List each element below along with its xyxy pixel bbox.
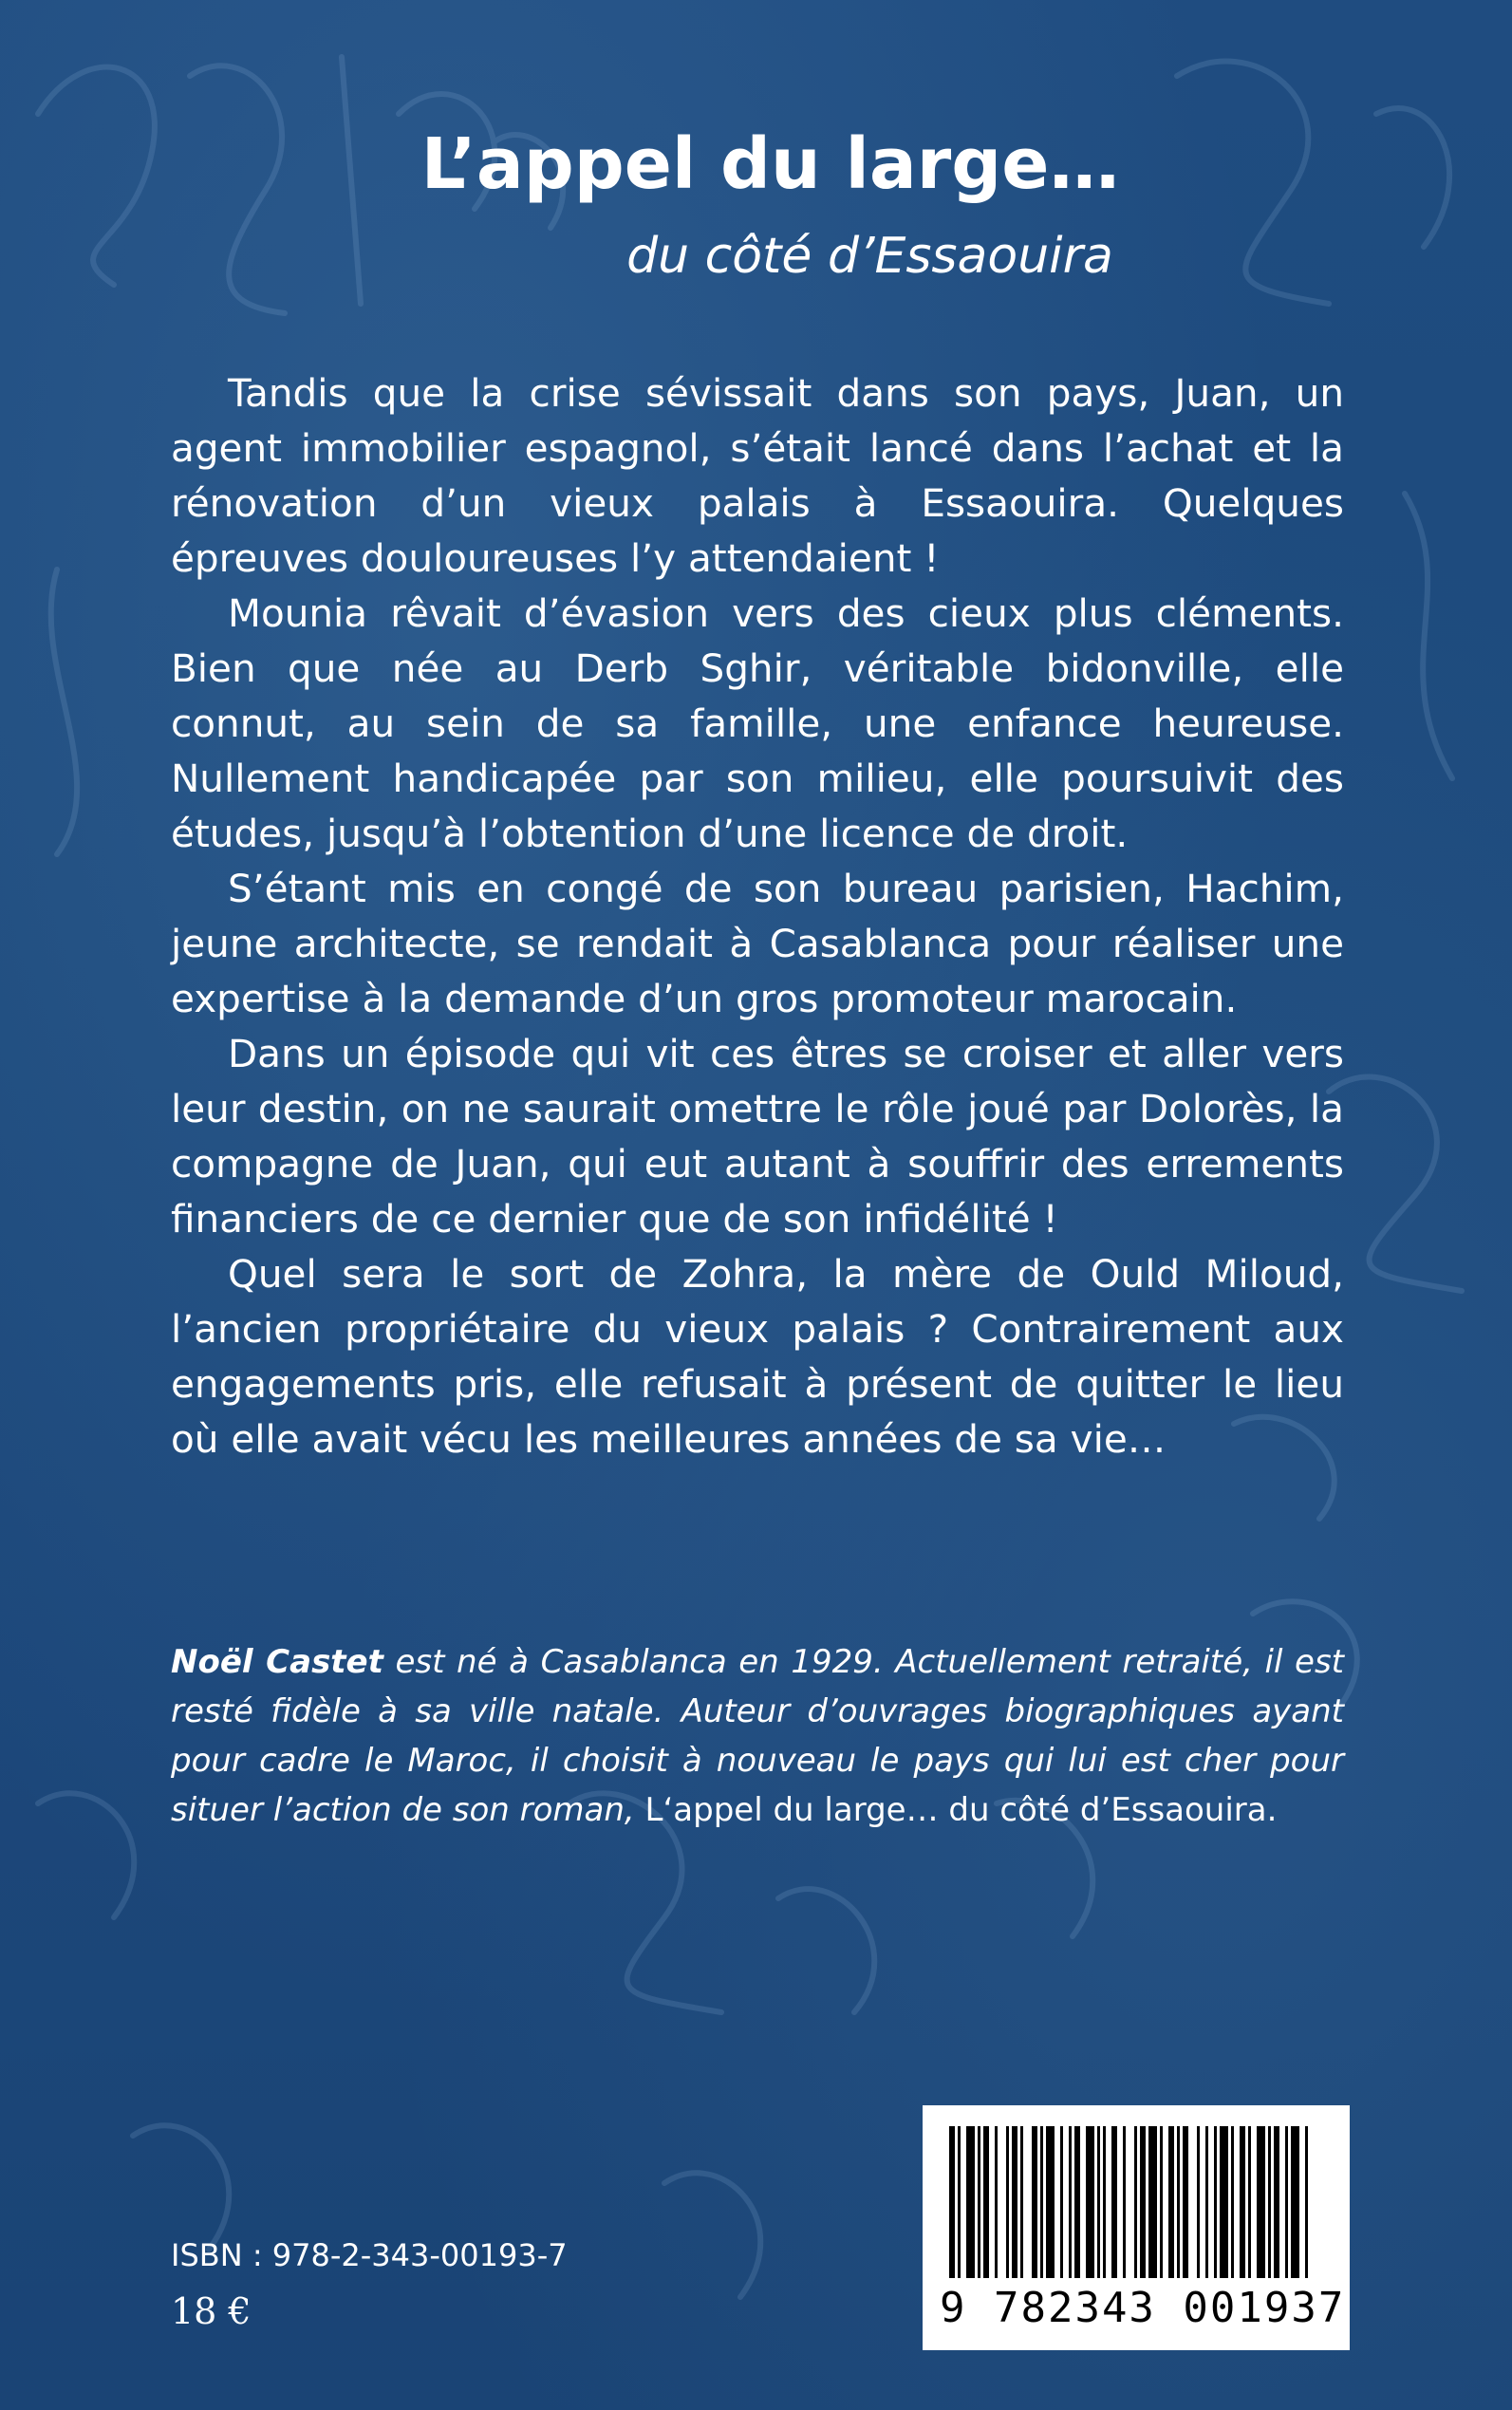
price: 18 € xyxy=(171,2290,252,2332)
barcode-bar xyxy=(1040,2126,1043,2278)
barcode-bar xyxy=(958,2126,961,2278)
barcode-bar xyxy=(1020,2126,1023,2278)
barcode-bars xyxy=(923,2105,1350,2295)
barcode-bar xyxy=(1123,2126,1126,2278)
barcode-bar xyxy=(1140,2126,1146,2278)
barcode-bar xyxy=(1291,2126,1299,2278)
blurb-paragraph-1: Tandis que la crise sévissait dans son pays, Juan, un agent immobilier espagnol, s’était lancé dans l’achat et la rénovation d’un vieux palais à Essaouira. Quelques épreuves douloureuses l’y attendaient ! xyxy=(171,370,1344,581)
barcode-bar xyxy=(1205,2126,1208,2278)
barcode-bar xyxy=(949,2126,955,2278)
barcode-bar xyxy=(1268,2126,1271,2278)
book-subtitle: du côté d’Essaouira xyxy=(626,228,1113,285)
barcode-bar xyxy=(1168,2126,1174,2278)
barcode-bar xyxy=(983,2126,989,2278)
barcode-bar xyxy=(1103,2126,1106,2278)
author-bio xyxy=(171,1637,1344,1835)
barcode-bar xyxy=(1220,2126,1228,2278)
barcode-bar xyxy=(1305,2126,1308,2278)
blurb-paragraph-3: S’étant mis en congé de son bureau parisien, Hachim, jeune architecte, se rendait à Casablanca pour réaliser une expertise à la demande d’un gros promoteur marocain. xyxy=(171,866,1344,1021)
author-name: Noël Castet xyxy=(171,1643,383,1681)
barcode-bar xyxy=(1097,2126,1100,2278)
barcode-digits: 9 782343 001937 xyxy=(940,2284,1346,2332)
blurb-paragraph-2: Mounia rêvait d’évasion vers des cieux plus cléments. Bien que née au Derb Sghir, véritable bidonville, elle connut, au sein de sa famille, une enfance heureuse. Nullement handicapée par son milieu, elle poursuivit des études, jusqu’à l’obtention d’une licence de droit. xyxy=(171,590,1344,856)
barcode-bar xyxy=(1183,2126,1188,2278)
barcode-bar xyxy=(1006,2126,1009,2278)
barcode-bar xyxy=(1086,2126,1094,2278)
barcode-bar xyxy=(1231,2126,1234,2278)
barcode-bar xyxy=(1285,2126,1288,2278)
isbn: ISBN : 978-2-343-00193-7 xyxy=(171,2237,568,2273)
barcode-bar xyxy=(1074,2126,1080,2278)
barcode-bar xyxy=(966,2126,975,2278)
barcode xyxy=(923,2105,1350,2350)
barcode-bar xyxy=(1069,2126,1072,2278)
barcode-bar xyxy=(1240,2126,1245,2278)
barcode-bar xyxy=(1012,2126,1017,2278)
barcode-bar xyxy=(1197,2126,1200,2278)
barcode-bar xyxy=(1060,2126,1063,2278)
blurb-paragraph-4: Dans un épisode qui vit ces êtres se croiser et aller vers leur destin, on ne saurait omettre le rôle joué par Dolorès, la compagne de Juan, qui eut autant à souffrir des errements financiers de ce dernier que de son infidélité ! xyxy=(171,1031,1344,1242)
author-bio-text: est né à Casablanca en 1929. Actuellement retraité, il est resté fidèle à sa ville natale. Auteur d’ouvrages biographiques ayant pour cadre le Maroc, il choisit à nouveau le pays qui lui est cher pour situer l’action de son roman, xyxy=(171,1643,1344,1829)
barcode-bar xyxy=(1160,2126,1163,2278)
barcode-bar xyxy=(1257,2126,1265,2278)
barcode-bar xyxy=(1134,2126,1137,2278)
barcode-bar xyxy=(1148,2126,1157,2278)
barcode-bar xyxy=(1177,2126,1180,2278)
blurb-paragraph-5: Quel sera le sort de Zohra, la mère de Ould Miloud, l’ancien propriétaire du vieux palais ? Contrairement aux engagements pris, elle refusait à présent de quitter le lieu où elle avait vécu les meilleures années de sa vie… xyxy=(171,1251,1344,1462)
book-title: L’appel du large… xyxy=(420,123,1120,205)
barcode-bar xyxy=(1274,2126,1279,2278)
barcode-bar xyxy=(978,2126,980,2278)
author-bio-book-title: L‘appel du large… du côté d’Essaouira. xyxy=(644,1791,1278,1829)
barcode-bar xyxy=(995,2126,998,2278)
back-cover-blurb xyxy=(171,365,1344,1467)
barcode-bar xyxy=(1046,2126,1055,2278)
barcode-bar xyxy=(1032,2126,1037,2278)
barcode-bar xyxy=(1214,2126,1217,2278)
barcode-bar xyxy=(1248,2126,1251,2278)
barcode-bar xyxy=(1111,2126,1117,2278)
